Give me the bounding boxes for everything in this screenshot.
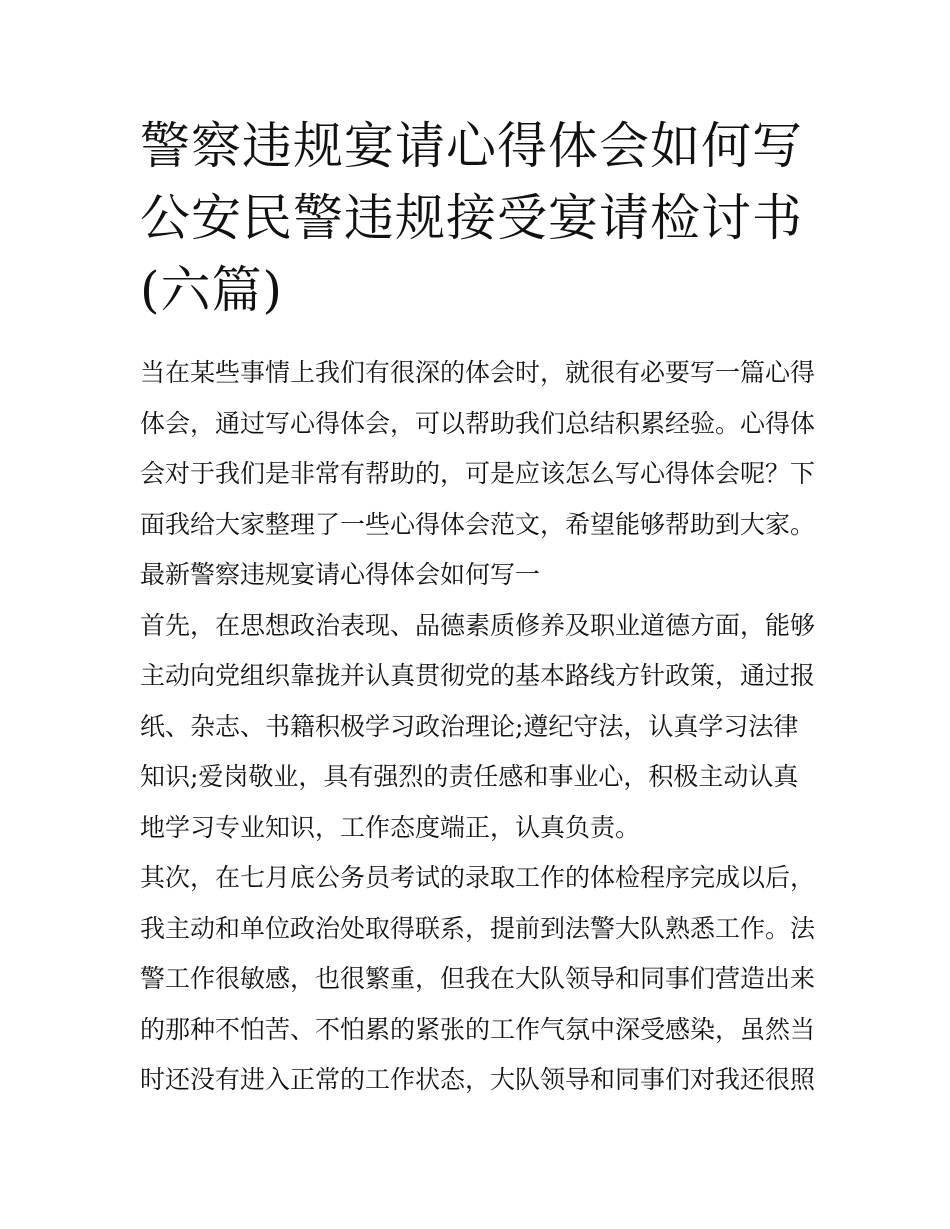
intro-line: 体会，通过写心得体会，可以帮助我们总结积累经验。心得体 bbox=[140, 408, 816, 438]
paragraph-line: 我主动和单位政治处取得联系，提前到法警大队熟悉工作。法 bbox=[140, 913, 816, 943]
paragraph-line: 主动向党组织靠拢并认真贯彻党的基本路线方针政策，通过报 bbox=[140, 661, 816, 690]
paragraph-line: 的那种不怕苦、不怕累的紧张的工作气氛中深受感染，虽然当 bbox=[140, 1014, 816, 1044]
intro-line: 面我给大家整理了一些心得体会范文，希望能够帮助到大家。 bbox=[140, 509, 816, 539]
document-page bbox=[140, 110, 820, 1106]
paragraph-line: 纸、杂志、书籍积极学习政治理论;遵纪守法，认真学习法律 bbox=[140, 711, 799, 741]
section-heading: 最新警察违规宴请心得体会如何写一 bbox=[140, 560, 541, 589]
paragraph-line: 其次，在七月底公务员考试的录取工作的体检程序完成以后， bbox=[140, 863, 816, 892]
title-line: 警察违规宴请心得体会如何写 bbox=[140, 117, 803, 175]
document-title bbox=[140, 110, 820, 326]
document-body bbox=[140, 348, 820, 1106]
paragraph-line: 首先，在思想政治表现、品德素质修养及职业道德方面，能够 bbox=[140, 610, 816, 640]
paragraph-line: 知识;爱岗敬业，具有强烈的责任感和事业心，积极主动认真 bbox=[140, 762, 799, 791]
intro-line: 会对于我们是非常有帮助的，可是应该怎么写心得体会呢？下 bbox=[140, 459, 816, 488]
paragraph-line: 时还没有进入正常的工作状态，大队领导和同事们对我还很照 bbox=[140, 1065, 816, 1094]
paragraph-line: 警工作很敏感，也很繁重，但我在大队领导和同事们营造出来 bbox=[140, 964, 816, 993]
intro-line: 当在某些事情上我们有很深的体会时，就很有必要写一篇心得 bbox=[140, 358, 816, 387]
title-line: 公安民警违规接受宴请检讨书 bbox=[140, 189, 803, 247]
paragraph-line: 地学习专业知识，工作态度端正，认真负责。 bbox=[140, 812, 641, 842]
title-line: (六篇) bbox=[140, 261, 284, 319]
